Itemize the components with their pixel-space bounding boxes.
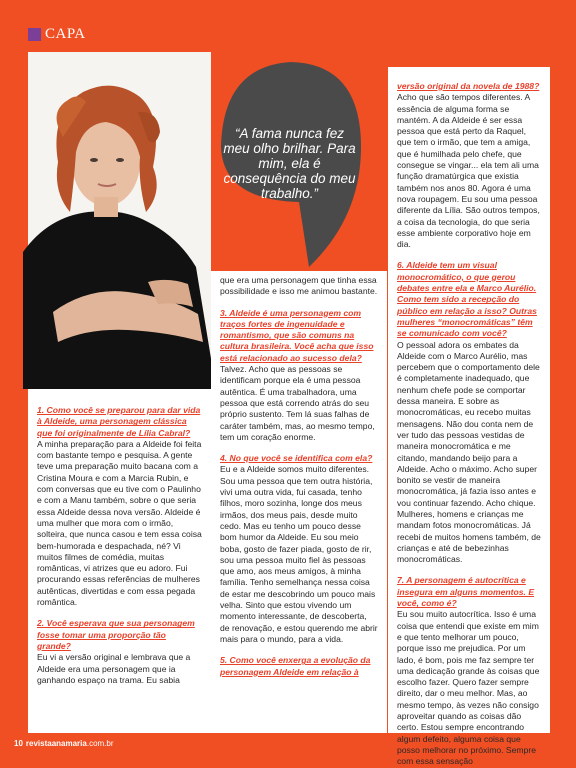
pull-quote: “A fama nunca fez meu olho brilhar. Para mim, ela é consequência do meu trabalho.” bbox=[223, 126, 356, 201]
section-title: CAPA bbox=[45, 26, 86, 42]
section-square-icon bbox=[28, 28, 41, 41]
question-3: 3. Aldeide é uma personagem com traços fortes de ingenuidade e romantismo, que são comuns na cultura brasileira. Você acha que isso está relacionado ao sucesso dela? bbox=[220, 307, 374, 363]
page-footer bbox=[14, 739, 114, 748]
answer-5: Acho que são tempos diferentes. A essência de alguma forma se mantém. A da Aldeide é ser essa pessoa que está perto da Raquel, que tem o irmão, que tem a amiga, que é humilhada pelo chefe, que consegue se vingar... ela tem ali uma função dramatúrgica que existia também nos anos 80. Agora é uma nova roupagem. Eu sou uma pessoa diferente da Lília. São outros tempos, a coisa da tecnologia, do que seria esse ambiente corporativo hoje em dia. bbox=[397, 92, 540, 250]
answer-7: Eu sou muito autocrítica. Isso é uma coisa que entendi que existe em mim e que tento melhorar um pouco, porque isso me prejudica. Por um lado, é bom, pois me faz sempre ter uma dedicação grande às coisas que escolho fazer. Quero fazer sempre direito, dar o meu melhor. Mas, ao mesmo tempo, às vezes não consigo aproveitar quando as coisas dão certo. Estou sempre encontrando algum defeito, alguma coisa que posso melhorar no próximo. Sempre com essa sensação bbox=[397, 609, 540, 767]
question-2: 2. Você esperava que sua personagem fosse tomar uma proporção tão grande? bbox=[37, 618, 195, 651]
portrait-illustration bbox=[28, 52, 211, 389]
column-left bbox=[28, 389, 211, 733]
answer-2-continued: que era uma personagem que tinha essa possibilidade e isso me animou bastante. bbox=[220, 275, 378, 297]
page-number: 10 bbox=[14, 739, 23, 748]
answer-6: O pessoal adora os embates da Aldeide com o Marco Aurélio, mas percebem que o comportamento dele é completamente inadequado, que nenhum chefe pode se comportar dessa maneira. E sobre as monocromáticas, eu recebo muitas mensagens. Não dou conta nem de ver tudo das pessoas vestidas de maneira monocromática e me citando, mandando beijo para a Aldeide. Acho o máximo. Acho super bonito se vestir de maneira monocromática, já fazia isso antes e vou continuar fazendo. Acho chique. Mulheres, homens e crianças me mandam fotos monocromáticas. Já recebi de muitos homens também, de crianças e até de bebezinhas monocromáticas. bbox=[397, 339, 541, 565]
magazine-name: revistaanamaria bbox=[25, 739, 87, 748]
answer-2: Eu vi a versão original e lembrava que a Aldeide era uma personagem que ia ganhando espaço na trama. Eu sabia bbox=[37, 652, 191, 685]
answer-4: Eu e a Aldeide somos muito diferentes. Sou uma pessoa que tem outra história, vivi uma outra vida, fui casada, tenho filhos, moro sozinha, longe dos meus irmãos, dos meus pais, desde muito cedo. Mas eu tenho um pouco desse bom humor da Aldeide. Eu sou meio boba, gosto de fazer piada, gosto de rir, sou uma pessoa muito fiel às pessoas que amo, aos meus amigos, à minha família. Tenho semelhança nessa coisa de estar me descobrindo um pouco mais velha. Sinto que estou vivendo um momento interessante, de descoberta, de renovação, e estou querendo me abrir mais para o mundo, para a vida. bbox=[220, 464, 378, 644]
question-4: 4. No que você se identifica com ela? bbox=[220, 453, 373, 464]
question-5: 5. Como você enxerga a evolução da personagem Aldeide em relação à bbox=[220, 655, 371, 677]
column-middle bbox=[211, 271, 387, 733]
answer-1: A minha preparação para a Aldeide foi feita com bastante tempo e pesquisa. A gente teve uma preparação muito bacana com a Cristina Moura e com a Marcia Rubin, e com conversas que eu tive com o Paulinho e com a Manu também, sobre o que seria essa Aldeide dessa nova versão. Aldeide é uma mulher que mora com o irmão, solteira, que nunca casou e tem essa coisa bem-humorada e despachada, né? Vi muitos filmes de comédia, muitas românticas, vi atrizes que eu adoro. Fui procurando essas referências de mulheres autênticas, divertidas e com essa pegada romântica. bbox=[37, 438, 202, 608]
question-5-continued: versão original da novela de 1988? bbox=[397, 81, 540, 91]
question-1: 1. Como você se preparou para dar vida à Aldeide, uma personagem clássica que foi originalmente de Lília Cabral? bbox=[37, 405, 201, 438]
section-label bbox=[28, 26, 86, 43]
column-right bbox=[388, 67, 550, 767]
magazine-domain: .com.br bbox=[86, 739, 114, 748]
question-7: 7. A personagem é autocrítica e insegura em alguns momentos. E você, como é? bbox=[397, 575, 535, 609]
portrait-photo bbox=[28, 52, 211, 389]
answer-3: Talvez. Acho que as pessoas se identificam porque ela é uma pessoa autêntica. É uma trabalhadora, uma pessoa que está correndo atrás do seu próprio sustento. Tem lá suas falhas de caráter também, mas, ao mesmo tempo, tem um coração enorme. bbox=[220, 364, 375, 442]
question-6: 6. Aldeide tem um visual monocromático, o que gerou debates entre ela e Marco Aurélio. Como tem sido a recepção do público em relação a isso? Outras mulheres “monocromáticas” têm se comunicado com você? bbox=[397, 260, 537, 339]
